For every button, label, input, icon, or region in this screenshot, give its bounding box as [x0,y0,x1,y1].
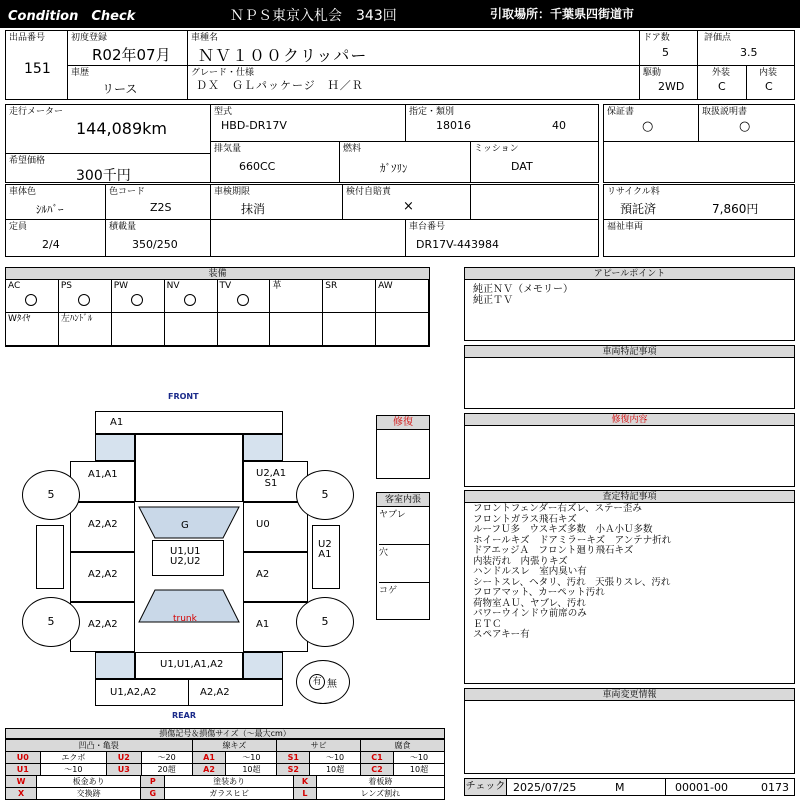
price: 300千円 [76,168,131,184]
equipment-cell [270,280,323,313]
footer-code-2: 0173 [761,781,789,794]
interior-box [746,65,795,100]
header-logo: Condition Check [8,9,136,24]
chassis-label: 車台番号 [409,222,446,232]
legend-desc: ガラスヒビ [165,788,294,800]
interior-title: 客室内張 [377,493,429,507]
damage-legend [5,739,445,776]
inspection-note-line: 内装汚れ 内張りキズ [473,555,568,567]
legend-desc: 板金あり [37,776,141,788]
equipment-label: AW [378,281,393,291]
check-date: 2025/07/25 [513,781,577,794]
equipment-present-mark [78,294,90,306]
legend-cat-2: 線キズ [192,740,277,752]
score-box [697,30,795,66]
grade: ＤＸ ＧＬパッケージ Ｈ／Ｒ [196,79,364,92]
color-code: Z2S [150,201,172,214]
mileage-box [5,104,211,154]
appeal-panel [464,267,795,341]
spare-absent: 無 [327,679,337,690]
doors-box [639,30,698,66]
exterior-label: 外装 [712,68,731,78]
repair-detail-title: 修復内容 [465,414,794,426]
lot-number-box [5,30,68,100]
equipment-label: SR [325,281,338,291]
mark-legend [5,775,445,800]
capacity-box [5,219,106,257]
manual-label: 取扱説明書 [702,107,748,117]
capacity-label: 定員 [9,222,28,232]
drive: 2WD [658,80,685,93]
repair-detail-panel [464,413,795,487]
legend-desc: 〜10 [226,752,277,764]
interior-grade: C [765,80,773,93]
welfare-label: 福祉車両 [607,222,644,232]
exterior-grade: C [718,80,726,93]
inspection-note-line: ハンドルスレ 室内臭い有 [473,566,587,577]
legend-desc: エクボ [40,752,106,764]
manual: ○ [739,119,751,134]
legend-code: U2 [107,752,142,764]
front-bumper-points: A1 [110,417,124,428]
equipment-label: PS [60,281,73,291]
windshield-points: G [181,520,189,531]
legend-title: 損傷記号＆損傷サイズ（〜最大cm） [5,728,445,739]
wheel-front-right-value: 5 [321,488,329,501]
appeal-line-1: 純正ＮＶ（メモリー） [473,284,573,295]
rear-left-light [95,652,135,679]
inspection-note-line: シートスレ、ヘタリ、汚れ 天張りスレ、汚れ [473,576,671,588]
recycle-label: リサイクル料 [607,187,660,197]
legend-code: U3 [107,764,142,776]
history: リース [102,82,138,96]
legend-desc: 〜10 [310,752,361,764]
history-label: 車歴 [71,68,90,78]
legend-code: S1 [277,752,310,764]
appeal-line-2: 純正ＴＶ [473,295,513,306]
model-box [210,104,406,142]
spare-tire [296,660,350,704]
fuel: ｶﾞｿﾘﾝ [380,162,408,175]
load-box [105,219,211,257]
equipment-label: AC [8,281,21,291]
inspection-note-line: 荷物室ＡＵ、ヤブレ、汚れ [473,597,586,609]
special-notes-title: 車両特記事項 [465,346,794,358]
equipment-present-mark [184,294,196,306]
equipment-title: 装備 [6,268,429,280]
wheel-rear-left [22,597,80,647]
left-front-fender-points: A1,A1 [88,469,118,480]
equipment-present-mark [237,294,249,306]
legend-desc: 着板跡 [316,776,444,788]
blank-box-1 [603,141,795,183]
legend-code: G [141,788,165,800]
equipment-label: 革 [272,281,282,291]
hood [135,434,243,502]
wheel-front-right [296,470,354,520]
right-rear-door [243,552,308,602]
car-name-box [187,30,640,66]
mileage-label: 走行メーター [9,107,64,117]
equipment-cell [218,280,271,313]
footer-bar [464,778,795,796]
equipment-grid [6,280,429,346]
equipment-present-mark [131,294,143,306]
equipment-cell [270,313,323,346]
trunk-label: trunk [173,614,197,624]
equipment-label: NV [166,281,180,291]
legend-code: S2 [277,764,310,776]
equipment-label: Wﾀｲﾔ [8,314,31,324]
interior-row-3: コゲ [379,586,398,596]
change-info-panel [464,688,795,774]
legend-desc: 〜10 [40,764,106,776]
legend-desc: 塗装あり [165,776,294,788]
equipment-cell [6,280,59,313]
legend-desc: 10超 [310,764,361,776]
check-label: チェック [465,779,507,795]
inspection-note-line: ドアエッジＡ フロント廻り飛石キズ [473,545,634,556]
legend-code: C2 [361,764,394,776]
equipment-cell [323,280,376,313]
displacement: 660CC [239,160,276,173]
wheel-front-left-value: 5 [47,488,55,501]
legend-desc: 〜20 [141,752,192,764]
lot-number: 151 [24,61,51,77]
equipment-cell [112,313,165,346]
legend-desc: 20超 [141,764,192,776]
fuel-label: 燃料 [343,144,362,154]
drive-label: 駆動 [643,68,662,78]
mission-box [470,141,599,183]
inspection-note-line: ホイールキズ ドアミラーキズ アンテナ折れ [473,534,672,546]
blank-box-3 [210,219,406,257]
change-info-title: 車両変更情報 [465,689,794,701]
warranty-label: 保証書 [607,107,635,117]
lot-number-label: 出品番号 [9,33,46,43]
right-rear-door-points: A2 [256,569,270,580]
cabin-glass [135,502,243,652]
displacement-box [210,141,340,183]
footer-divider [665,779,666,795]
color-box [5,184,106,220]
header-title: ＮＰＳ東京入札会 343回 [230,8,397,24]
right-front-door-points: U0 [256,519,270,530]
designation-label: 指定・類別 [409,107,455,117]
front-left-light [95,434,135,461]
footer-code-1: 00001-00 [675,781,728,794]
legend-code: A1 [192,752,226,764]
inspection-box [210,184,343,220]
legend-desc: レンズ割れ [316,788,444,800]
equipment-label: PW [113,281,129,291]
repair-title: 修復 [377,416,429,430]
exterior-box [697,65,747,100]
chassis-number: DR17V-443984 [416,238,499,251]
equipment-cell [376,313,429,346]
equipment-cell [376,280,429,313]
right-side-panel-points: U2 A1 [318,539,332,560]
equipment-cell [218,313,271,346]
inspection: 抹消 [241,202,266,216]
legend-code: C1 [361,752,394,764]
front-right-light [243,434,283,461]
front-label: FRONT [168,392,199,401]
color-label: 車体色 [9,187,37,197]
color-code-box [105,184,211,220]
recycle-box [603,184,795,220]
mileage: 144,089km [76,119,168,138]
right-front-door [243,502,308,552]
designation-number: 18016 [436,119,471,132]
score-label: 評価点 [704,33,732,43]
interior-row-2: 穴 [379,545,429,583]
equipment-cell [112,280,165,313]
inspection-notes-panel [464,490,795,684]
header-pickup-location: 引取場所：千葉県四街道市 [490,7,635,21]
interior-row-1: ヤブレ [379,507,429,545]
inspection-notes-title: 査定特記事項 [465,491,794,503]
score: 3.5 [740,46,758,59]
rear-right-light [243,652,283,679]
wheel-rear-right [296,597,354,647]
inspection-note-line: ルーフＵ多 ウスキズ多数 小Ａ小Ｕ多数 [473,524,653,535]
blank-box-2 [470,184,599,220]
model: HBD-DR17V [221,119,287,132]
rear-label: REAR [172,711,196,720]
left-quarter-points: A2,A2 [88,619,118,630]
left-side-panel [36,525,64,589]
doors: 5 [662,46,669,59]
category-number: 40 [552,119,566,132]
damage-diagram [0,385,370,725]
color: ｼﾙﾊﾞｰ [36,203,64,216]
rear-bumper-left-points: U1,A2,A2 [110,687,157,698]
inspection-note-line: フロアマット、カーペット汚れ [473,587,605,598]
rear-bumper-right-points: A2,A2 [200,687,230,698]
legend-code: U1 [6,764,41,776]
wheel-front-left [22,470,80,520]
mission: DAT [511,160,533,173]
inspection-note-line: パワーウインドウ前席のみ [473,608,587,619]
repair-panel [376,415,430,479]
legend-desc: 10超 [226,764,277,776]
manual-box [698,104,795,142]
chassis-box [405,219,599,257]
legend-code: A2 [192,764,226,776]
first-registration-label: 初度登録 [71,33,108,43]
legend-code: U0 [6,752,41,764]
special-notes-panel [464,345,795,409]
warranty: ○ [642,119,654,134]
equipment-cell [59,280,112,313]
doors-label: ドア数 [643,33,670,43]
insurance-box [342,184,471,220]
legend-desc: 〜10 [394,752,445,764]
car-name: ＮＶ１００クリッパー [198,46,368,65]
equipment-present-mark [25,294,37,306]
legend-code: K [294,776,317,788]
legend-desc: 交換跡 [37,788,141,800]
inspection-note-line: ＥＴＣ [473,618,502,630]
interior-label: 内装 [759,68,778,78]
inspection-notes-list [473,504,671,641]
model-label: 型式 [214,107,233,117]
first-registration-box [67,30,188,66]
load-label: 積載量 [109,222,137,232]
recycle-amount: 7,860円 [712,202,759,216]
equipment-label: TV [219,281,232,291]
first-registration: R02年07月 [92,46,171,64]
color-code-label: 色コード [109,187,146,197]
check-mark: M [615,781,625,794]
insurance-label: 検付自賠責 [346,187,392,197]
inspection-note-line: フロントガラス飛石キズ [473,513,577,525]
car-name-label: 車種名 [191,33,219,43]
inspection-label: 車検期限 [214,187,251,197]
legend-code: L [294,788,317,800]
equipment-cell [59,313,112,346]
header-bar [0,0,800,28]
equipment-cell [165,313,218,346]
price-label: 希望価格 [9,156,46,166]
designation-box [405,104,599,142]
price-box [5,153,211,183]
grade-label: グレード・仕様 [191,68,255,78]
inspection-note-line: フロントフェンダー右ズレ、ステー歪み [473,503,642,514]
legend-cat-3: サビ [277,740,361,752]
appeal-title: アピールポイント [465,268,794,280]
legend-cat-4: 腐食 [361,740,445,752]
load: 350/250 [132,238,178,251]
rear-gate-points: U1,U1,A1,A2 [160,659,224,670]
displacement-label: 排気量 [214,144,242,154]
fuel-box [339,141,471,183]
welfare-box [603,219,795,257]
spare-present: 有 [309,674,325,690]
drive-box [639,65,698,100]
recycle-status: 預託済 [620,202,657,216]
equipment-cell [323,313,376,346]
equipment-cell [165,280,218,313]
legend-cat-1: 凹凸・亀裂 [6,740,193,752]
left-front-door-points: A2,A2 [88,519,118,530]
interior-panel [376,492,430,620]
inspection-note-line: スペアキー有 [473,629,530,640]
equipment-label: 左ﾊﾝﾄﾞﾙ [60,314,93,324]
wheel-rear-left-value: 5 [47,615,55,628]
right-front-fender-points: U2,A1 S1 [256,468,287,489]
equipment-cell [6,313,59,346]
insurance: × [403,199,414,214]
legend-code: W [6,776,37,788]
left-rear-door-points: A2,A2 [88,569,118,580]
wheel-rear-right-value: 5 [321,615,329,628]
capacity: 2/4 [42,238,60,251]
legend-desc: 10超 [394,764,445,776]
right-quarter-points: A1 [256,619,270,630]
roof-panel-points: U1,U1 U2,U2 [170,546,201,567]
warranty-box [603,104,699,142]
legend-code: P [141,776,165,788]
legend-code: X [6,788,37,800]
equipment-panel [5,267,430,347]
history-box [67,65,188,100]
mission-label: ミッション [474,144,519,154]
grade-box [187,65,640,100]
